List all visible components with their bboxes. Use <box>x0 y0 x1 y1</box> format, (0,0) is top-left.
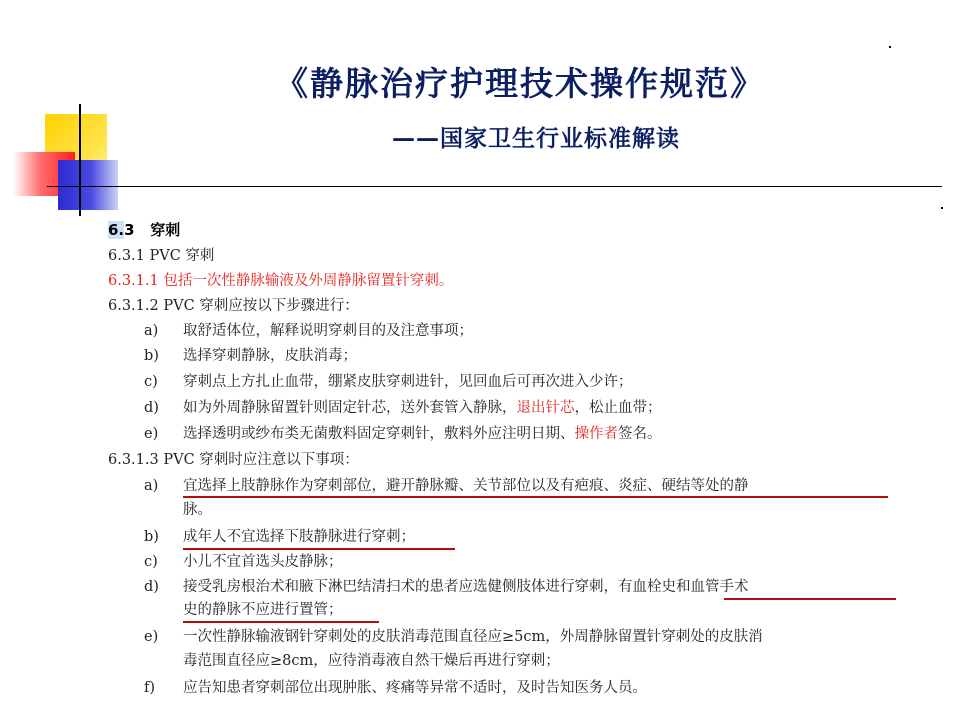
underline <box>183 548 455 550</box>
subsection-6-3-1-2: 6.3.1.2 PVC 穿刺应按以下步骤进行： <box>108 298 359 314</box>
section-number-tail: 3 <box>124 221 135 239</box>
underline <box>183 496 888 498</box>
slide: 《静脉治疗护理技术操作规范》 ——国家卫生行业标准解读 6.3 穿刺 6.3.1 PVC 穿刺 6.3.1.1 包括一次性静脉输液及外周静脉留置针穿刺。 6.3.1.2 PVC 穿刺应按以下步骤进行： a) 取舒适体位，解释说明穿刺目的及注意事项； b) 选择穿刺静脉，皮肤消毒； c) 穿刺点上方扎止血带，绷紧皮肤穿刺进针，见回血后可再次进入少许； d) 如为外周静脉留置针则固定针芯，送外套管入静脉，退出针芯，松止血带； e) 选择透明或纱布类无菌敷料固定穿刺针，敷料外应注明日期、操作者签名。 6.3.1.3 PVC 穿刺时应注意以下事项： a) 宜选择上肢静脉作为穿刺部位，避开静脉瓣、关节部位以及有疤痕、炎症、硬结等处的静 脉。 b) 成年人不宜选择下肢静脉进行穿刺； c) 小儿不宜首选头皮静脉； d) 接受乳房根治术和腋下淋巴结清扫术的患者应选健侧肢体进行穿刺，有血栓史和血管手术 史的静脉不应进行置管； e) 一次性静脉输液钢针穿刺处的皮肤消毒范围直径应≥5cm，外周静脉留置针穿刺处的皮肤消 毒范围直径应≥8cm，应待消毒液自然干燥后再进行穿刺； f) 应告知患者穿刺部位出现肿胀、疼痛等异常不适时，及时告知医务人员。 <box>0 0 960 720</box>
slide-title: 《静脉治疗护理技术操作规范》 <box>275 64 765 103</box>
section-number: 6. <box>108 221 125 239</box>
section-heading <box>108 219 180 241</box>
underline <box>183 621 379 623</box>
corner-tick-mark <box>941 207 943 209</box>
slide-subtitle: ——国家卫生行业标准解读 <box>392 126 680 152</box>
decorative-vertical-line <box>79 104 81 216</box>
subsection-6-3-1: 6.3.1 PVC 穿刺 <box>108 248 215 264</box>
title-divider-line <box>47 186 942 187</box>
section-label: 穿刺 <box>150 221 181 239</box>
subsection-6-3-1-3: 6.3.1.3 PVC 穿刺时应注意以下事项： <box>108 452 359 468</box>
highlight-text: 操作者 <box>574 426 618 442</box>
highlight-text: 退出针芯 <box>516 400 575 416</box>
corner-tick-mark <box>889 46 891 48</box>
subsection-6-3-1-1: 6.3.1.1 包括一次性静脉输液及外周静脉留置针穿刺。 <box>108 273 454 289</box>
decorative-blue-square <box>58 160 118 210</box>
underline <box>724 598 896 600</box>
